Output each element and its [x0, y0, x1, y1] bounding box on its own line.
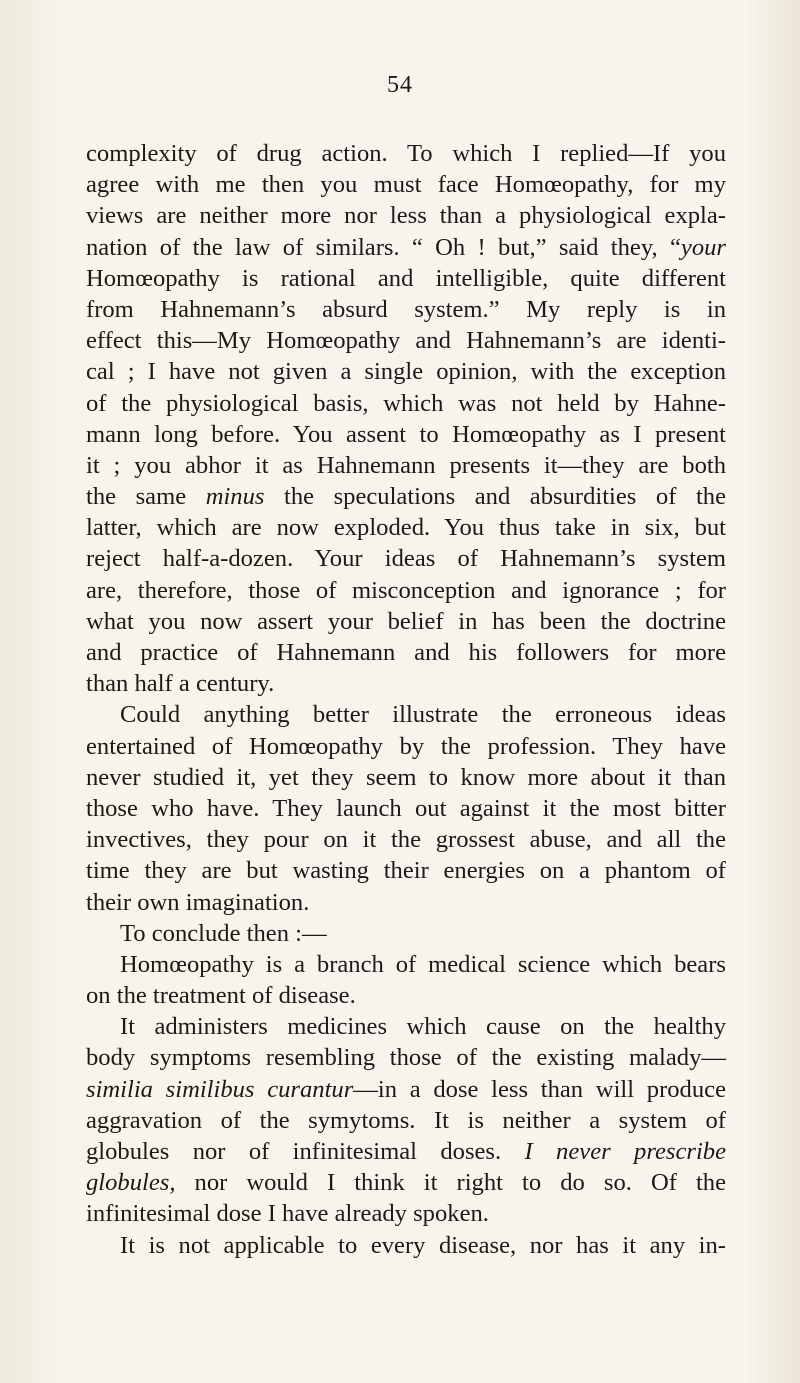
- text-run: views are neither more nor less than a physiological expla-: [86, 202, 726, 230]
- text-run: never studied it, yet they seem to know more about it than: [86, 763, 726, 791]
- text-line: [86, 388, 726, 419]
- text-run: those who have. They launch out against it the most bitter: [86, 794, 726, 822]
- text-line: [86, 512, 726, 543]
- text-line: [86, 824, 726, 855]
- text-line: [86, 325, 726, 356]
- text-run: and practice of Hahnemann and his followers for more: [86, 639, 726, 666]
- text-line: [86, 980, 726, 1011]
- text-run: their own imagination.: [86, 888, 310, 916]
- text-run: globules nor of infinitesimal doses.: [86, 1138, 525, 1165]
- text-line: [86, 1105, 726, 1136]
- text-line: [86, 481, 726, 512]
- text-line: [86, 887, 726, 918]
- text-run: time they are but wasting their energies on a phantom of: [86, 857, 726, 885]
- text-run: —in a dose less than will produce: [353, 1075, 726, 1103]
- italic-text: your: [680, 233, 726, 261]
- text-line: [86, 1011, 726, 1042]
- text-run: It is not applicable to every disease, nor has it any in-: [120, 1231, 726, 1259]
- text-run: body symptoms resembling those of the existing malady—: [86, 1044, 726, 1072]
- text-line: [86, 1136, 726, 1167]
- italic-text: globules,: [86, 1169, 176, 1197]
- italic-text: minus: [205, 483, 265, 511]
- text-line: [86, 294, 726, 325]
- text-run: aggravation of the symytoms. It is neither a system of: [86, 1106, 726, 1134]
- text-run: nor would I think it right to do so. Of the: [175, 1169, 726, 1197]
- text-run: latter, which are now exploded. You thus take in six, but: [86, 514, 726, 542]
- text-run: Could anything better illustrate the erroneous ideas: [120, 701, 726, 729]
- text-run: on the treatment of disease.: [86, 982, 356, 1010]
- text-line: [86, 1230, 726, 1261]
- text-run: cal ; I have not given a single opinion, with the exception: [86, 358, 726, 386]
- body-text: [86, 138, 726, 1261]
- text-line: [86, 762, 726, 793]
- text-line: [86, 606, 726, 637]
- text-line: [86, 699, 726, 730]
- text-run: what you now assert your belief in has been the doctrine: [86, 607, 726, 635]
- text-line: [86, 855, 726, 886]
- text-line: [86, 637, 726, 668]
- text-line: [86, 1167, 726, 1198]
- text-line: [86, 263, 726, 294]
- text-run: it ; you abhor it as Hahnemann presents it—they are both: [86, 451, 726, 479]
- text-run: Homœopathy is a branch of medical science which bears: [120, 950, 726, 978]
- text-run: of the physiological basis, which was not held by Hahne-: [86, 389, 726, 417]
- page-number: 54: [387, 72, 413, 98]
- text-line: [86, 356, 726, 387]
- text-run: nation of the law of similars. “ Oh ! but,” said they, “: [86, 233, 681, 261]
- italic-text: I never prescribe: [524, 1138, 727, 1165]
- text-line: [86, 200, 726, 231]
- text-run: entertained of Homœopathy by the profession. They have: [86, 732, 726, 760]
- text-run: mann long before. You assent to Homœopathy as I present: [86, 420, 726, 448]
- text-line: [86, 419, 726, 450]
- text-line: [86, 543, 726, 574]
- text-run: Homœopathy is rational and intelligible, quite different: [86, 264, 726, 292]
- text-run: than half a century.: [86, 670, 275, 698]
- text-run: complexity of drug action. To which I replied—If you: [86, 140, 726, 167]
- text-run: are, therefore, those of misconception and ignorance ; for: [86, 576, 726, 604]
- text-run: To conclude then :—: [120, 919, 327, 947]
- text-run: agree with me then you must face Homœopathy, for my: [86, 171, 726, 199]
- text-line: [86, 1198, 726, 1229]
- text-line: [86, 450, 726, 481]
- text-line: [86, 1042, 726, 1073]
- text-run: from Hahnemann’s absurd system.” My reply is in: [86, 295, 726, 323]
- text-line: [86, 1074, 726, 1105]
- text-run: the speculations and absurdities of the: [264, 483, 726, 511]
- text-run: the same: [86, 483, 206, 511]
- italic-text: similia similibus curantur: [86, 1075, 354, 1103]
- text-line: [86, 232, 726, 263]
- text-line: [86, 138, 726, 169]
- text-line: [86, 731, 726, 762]
- text-run: It administers medicines which cause on the healthy: [120, 1013, 726, 1041]
- text-run: effect this—My Homœopathy and Hahnemann’s are identi-: [86, 327, 726, 355]
- text-line: [86, 949, 726, 980]
- text-line: [86, 668, 726, 699]
- text-line: [86, 575, 726, 606]
- text-run: reject half-a-dozen. Your ideas of Hahnemann’s system: [86, 545, 726, 573]
- text-line: [86, 793, 726, 824]
- text-run: invectives, they pour on it the grossest abuse, and all the: [86, 826, 726, 854]
- text-line: [86, 918, 726, 949]
- text-run: infinitesimal dose I have already spoken.: [86, 1200, 489, 1228]
- text-line: [86, 169, 726, 200]
